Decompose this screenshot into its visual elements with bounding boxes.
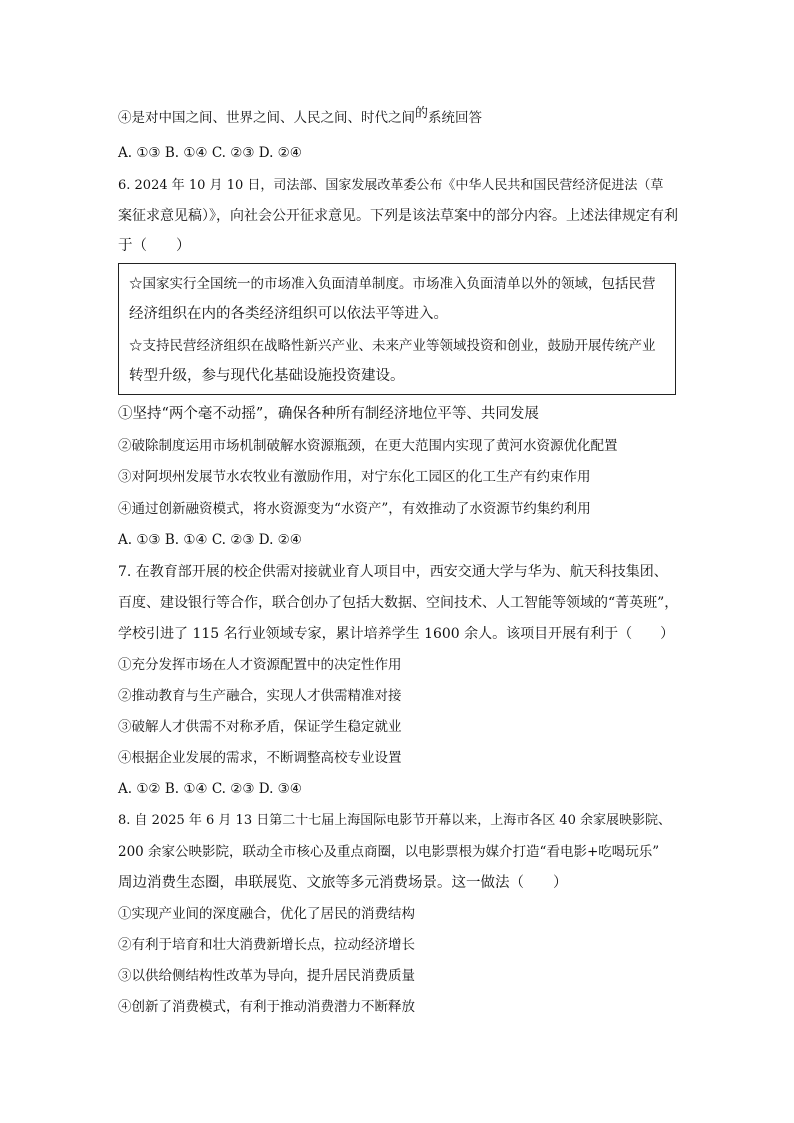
q8-stem-line-2: 200 余家公映影院，联动全市核心及重点商圈，以电影票根为媒介打造“看电影+吃喝玩乐” [118, 844, 660, 860]
q7-stem-line-1: 7. 在教育部开展的校企供需对接就业育人项目中，西安交通大学与华为、航天科技集团、 [118, 564, 668, 580]
q5-item-4-tail: 系统回答 [428, 110, 483, 126]
q7-item-3: ③破解人才供需不对称矛盾，保证学生稳定就业 [118, 719, 402, 735]
box-line-1: ☆国家实行全国统一的市场准入负面清单制度。市场准入负面清单以外的领域，包括民营 [129, 276, 656, 292]
box-line-2: 经济组织在内的各类经济组织可以依法平等进入。 [129, 306, 448, 322]
q7-options: A. ①② B. ①④ C. ②③ D. ③④ [118, 781, 302, 797]
q5-options: A. ①③ B. ①④ C. ②③ D. ②④ [118, 145, 302, 161]
q8-stem-line-3: 周边消费生态圈，串联展览、文旅等多元消费场景。这一做法（ ） [118, 875, 568, 891]
q8-stem-line-1: 8. 自 2025 年 6 月 13 日第二十七届上海国际电影节开幕以来，上海市各区 40 余家展映影院、 [118, 813, 672, 828]
q7-item-1: ①充分发挥市场在人才资源配置中的决定性作用 [118, 657, 402, 673]
q6-law-excerpt-box [118, 263, 676, 395]
q7-item-4: ④根据企业发展的需求，不断调整高校专业设置 [118, 750, 402, 766]
q7-stem-line-3: 学校引进了 115 名行业领域专家，累计培养学生 1600 余人。该项目开展有利于（ ） [118, 626, 675, 642]
q6-options: A. ①③ B. ①④ C. ②③ D. ②④ [118, 532, 302, 548]
box-line-4: 转型升级，参与现代化基础设施投资建设。 [129, 368, 405, 384]
q6-item-4: ④通过创新融资模式，将水资源变为“水资产”，有效推动了水资源节约集约利用 [118, 501, 591, 517]
q6-stem-line-2: 案征求意见稿）》，向社会公开征求意见。下列是该法草案中的部分内容。上述法律规定有利 [118, 208, 678, 224]
q6-item-2: ②破除制度运用市场机制破解水资源瓶颈，在更大范围内实现了黄河水资源优化配置 [118, 438, 618, 454]
q6-stem-line-3: 于（ ） [118, 238, 191, 254]
q5-item-4-superscript: 的 [415, 106, 429, 121]
q5-item-4-text: ④是对中国之间、世界之间、人民之间、时代之间 [118, 110, 415, 126]
q8-item-1: ①实现产业间的深度融合，优化了居民的消费结构 [118, 906, 415, 922]
q7-item-2: ②推动教育与生产融合，实现人才供需精准对接 [118, 688, 402, 704]
q8-item-3: ③以供给侧结构性改革为导向，提升居民消费质量 [118, 968, 415, 984]
q5-item-4 [118, 108, 482, 129]
q6-stem-line-1: 6. 2024 年 10 月 10 日，司法部、国家发展改革委公布《中华人民共和国民营经济促进法（草 [118, 178, 664, 193]
box-line-3: ☆支持民营经济组织在战略性新兴产业、未来产业等领域投资和创业，鼓励开展传统产业 [129, 338, 656, 354]
q6-item-3: ③对阿坝州发展节水农牧业有激励作用，对宁东化工园区的化工生产有约束作用 [118, 469, 591, 485]
q6-item-1: ①坚持“两个毫不动摇”，确保各种所有制经济地位平等、共同发展 [118, 406, 539, 422]
q8-item-2: ②有利于培育和壮大消费新增长点，拉动经济增长 [118, 937, 415, 953]
q8-item-4: ④创新了消费模式，有利于推动消费潜力不断释放 [118, 999, 415, 1015]
q7-stem-line-2: 百度、建设银行等合作，联合创办了包括大数据、空间技术、人工智能等领域的“菁英班”， [118, 595, 679, 611]
